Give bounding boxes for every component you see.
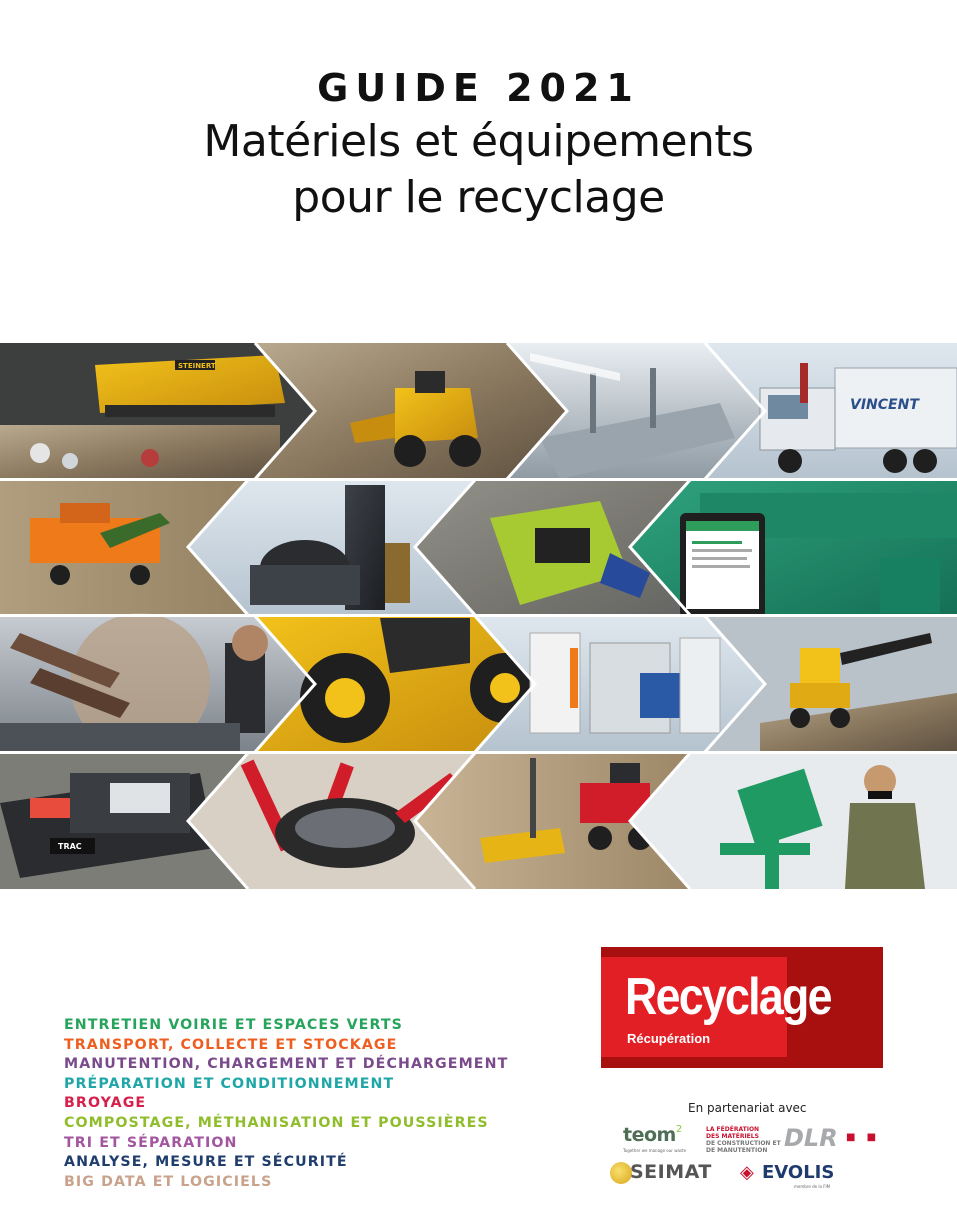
title-line-2: pour le recyclage <box>292 172 665 223</box>
dlr-dots: ■ ■ <box>846 1132 881 1143</box>
photo-mosaic-svg <box>0 343 957 889</box>
logo-word: Recyclage <box>625 968 831 1026</box>
svg-text:TRAC: TRAC <box>58 842 82 851</box>
partners-label: En partenariat avec <box>688 1101 807 1115</box>
cover-header <box>0 62 957 226</box>
logo-subtitle: Récupération <box>627 1031 711 1046</box>
photo-row-1 <box>0 343 957 479</box>
dlr-wordmark: DLR <box>784 1124 838 1152</box>
seimat-wordmark: SEIMAT <box>630 1161 712 1183</box>
photo-row-4 <box>0 753 957 889</box>
evolis-diamond-icon: ◈ <box>740 1162 754 1183</box>
dlr-line-4: DE MANUTENTION <box>706 1147 768 1154</box>
category-list <box>64 1016 508 1192</box>
guide-year-title: GUIDE 2021 <box>317 66 640 110</box>
photo-shredder-knives <box>0 613 315 753</box>
teom-text: teom <box>623 1124 676 1146</box>
recyclage-recuperation-logo <box>601 947 883 1068</box>
evolis-tagline: membre de la FIM <box>794 1184 831 1189</box>
category-entretien-voirie: ENTRETIEN VOIRIE ET ESPACES VERTS <box>64 1017 403 1033</box>
seimat-logo <box>610 1159 710 1189</box>
evolis-wordmark: EVOLIS <box>762 1162 835 1183</box>
dlr-logo <box>706 1124 881 1154</box>
seimat-sun-icon <box>610 1162 632 1184</box>
vincent-label: VINCENT <box>850 397 919 413</box>
teom-tagline: Together we manage our waste <box>623 1148 687 1153</box>
photo-row-3 <box>0 613 957 753</box>
dlr-line-2: DES MATÉRIELS <box>706 1133 759 1140</box>
category-tri-separation: TRI ET SÉPARATION <box>64 1134 238 1151</box>
category-big-data: BIG DATA ET LOGICIELS <box>64 1173 273 1190</box>
teom-sup: 2 <box>675 1124 683 1135</box>
category-manutention: MANUTENTION, CHARGEMENT ET DÉCHARGEMENT <box>64 1056 509 1073</box>
category-analyse: ANALYSE, MESURE ET SÉCURITÉ <box>64 1154 348 1171</box>
photo-row-2 <box>0 480 957 618</box>
steinert-label: STEINERT <box>178 362 216 370</box>
evolis-logo <box>740 1160 850 1190</box>
dlr-line-1: LA FÉDÉRATION <box>706 1126 760 1133</box>
category-preparation: PRÉPARATION ET CONDITIONNEMENT <box>64 1075 395 1092</box>
photo-skip-container-app <box>630 480 957 618</box>
dlr-line-3: DE CONSTRUCTION ET <box>706 1140 781 1147</box>
title-line-1: Matériels et équipements <box>203 116 754 167</box>
photo-mosaic <box>0 343 957 889</box>
dlr-federation-text <box>706 1126 781 1154</box>
photo-sorting-machine <box>0 343 315 479</box>
teom-logo <box>623 1124 685 1154</box>
category-transport: TRANSPORT, COLLECTE ET STOCKAGE <box>64 1036 398 1053</box>
photo-worker-bin-lifter <box>630 753 957 889</box>
category-broyage: BROYAGE <box>64 1095 147 1112</box>
category-compostage: COMPOSTAGE, MÉTHANISATION ET POUSSIÈRES <box>64 1114 489 1131</box>
